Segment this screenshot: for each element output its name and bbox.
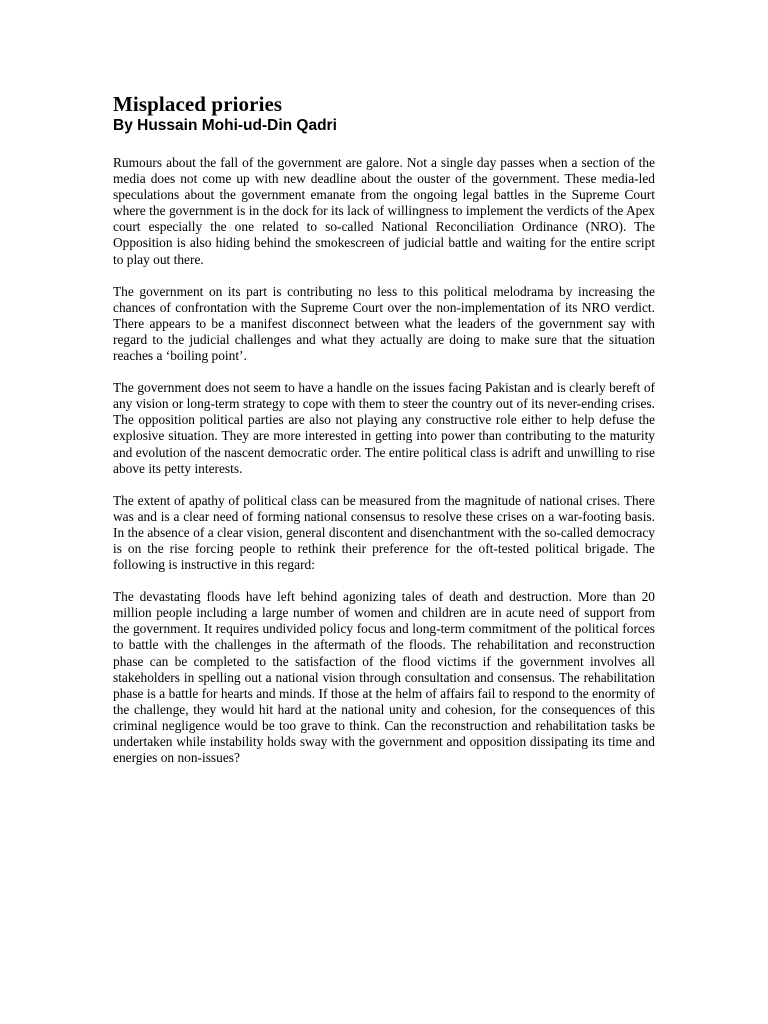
article-page [113,92,655,782]
article-title: Misplaced priories [113,92,283,116]
article-paragraph-5: The devastating floods have left behind agonizing tales of death and destruction. More than 20 million people including a large number of women and children are in acute need of support from the government. It requires undivided policy focus and long-term commitment of the political forces to battle with the challenges in the aftermath of the floods. The rehabilitation and reconstruction phase can be completed to the satisfaction of the flood victims if the government involves all stakeholders in spelling out a national vision through consultation and consensus. The rehabilitation phase is a battle for hearts and minds. If those at the helm of affairs fail to respond to the enormity of the challenge, they would hit hard at the national unity and cohesion, for the consequences of this criminal negligence would be too grave to think. Can the reconstruction and rehabilitation tasks be undertaken while instability holds sway with the government and opposition dissipating its time and energies on non-issues? [113,589,655,766]
article-paragraph-2: The government on its part is contributing no less to this political melodrama by increasing the chances of confrontation with the Supreme Court over the non-implementation of its NRO verdict. There appears to be a manifest disconnect between what the leaders of the government say with regard to the judicial challenges and what they actually are doing to make sure that the situation reaches a ‘boiling point’. [113,283,655,364]
article-paragraph-3: The government does not seem to have a handle on the issues facing Pakistan and is clearly bereft of any vision or long-term strategy to cope with them to steer the country out of its never-ending crises. The opposition political parties are also not playing any constructive role either to help defuse the explosive situation. They are more interested in getting into power than contributing to the maturity and evolution of the nascent democratic order. The entire political class is adrift and unwilling to rise above its petty interests. [113,380,655,476]
article-paragraph-1: Rumours about the fall of the government are galore. Not a single day passes when a section of the media does not come up with new deadline about the ouster of the government. These media-led speculations about the government emanate from the ongoing legal battles in the Supreme Court where the government is in the dock for its lack of willingness to implement the verdicts of the Apex court especially the one related to so-called National Reconciliation Ordinance (NRO). The Opposition is also hiding behind the smokescreen of judicial battle and waiting for the entire script to play out there. [113,155,655,267]
article-byline: By Hussain Mohi-ud-Din Qadri [113,117,337,134]
article-paragraph-4: The extent of apathy of political class can be measured from the magnitude of national crises. There was and is a clear need of forming national consensus to resolve these crises on a war-footing basis. In the absence of a clear vision, general discontent and disenchantment with the so-called democracy is on the rise forcing people to rethink their preference for the oft-tested political brigade. The following is instructive in this regard: [113,492,655,573]
